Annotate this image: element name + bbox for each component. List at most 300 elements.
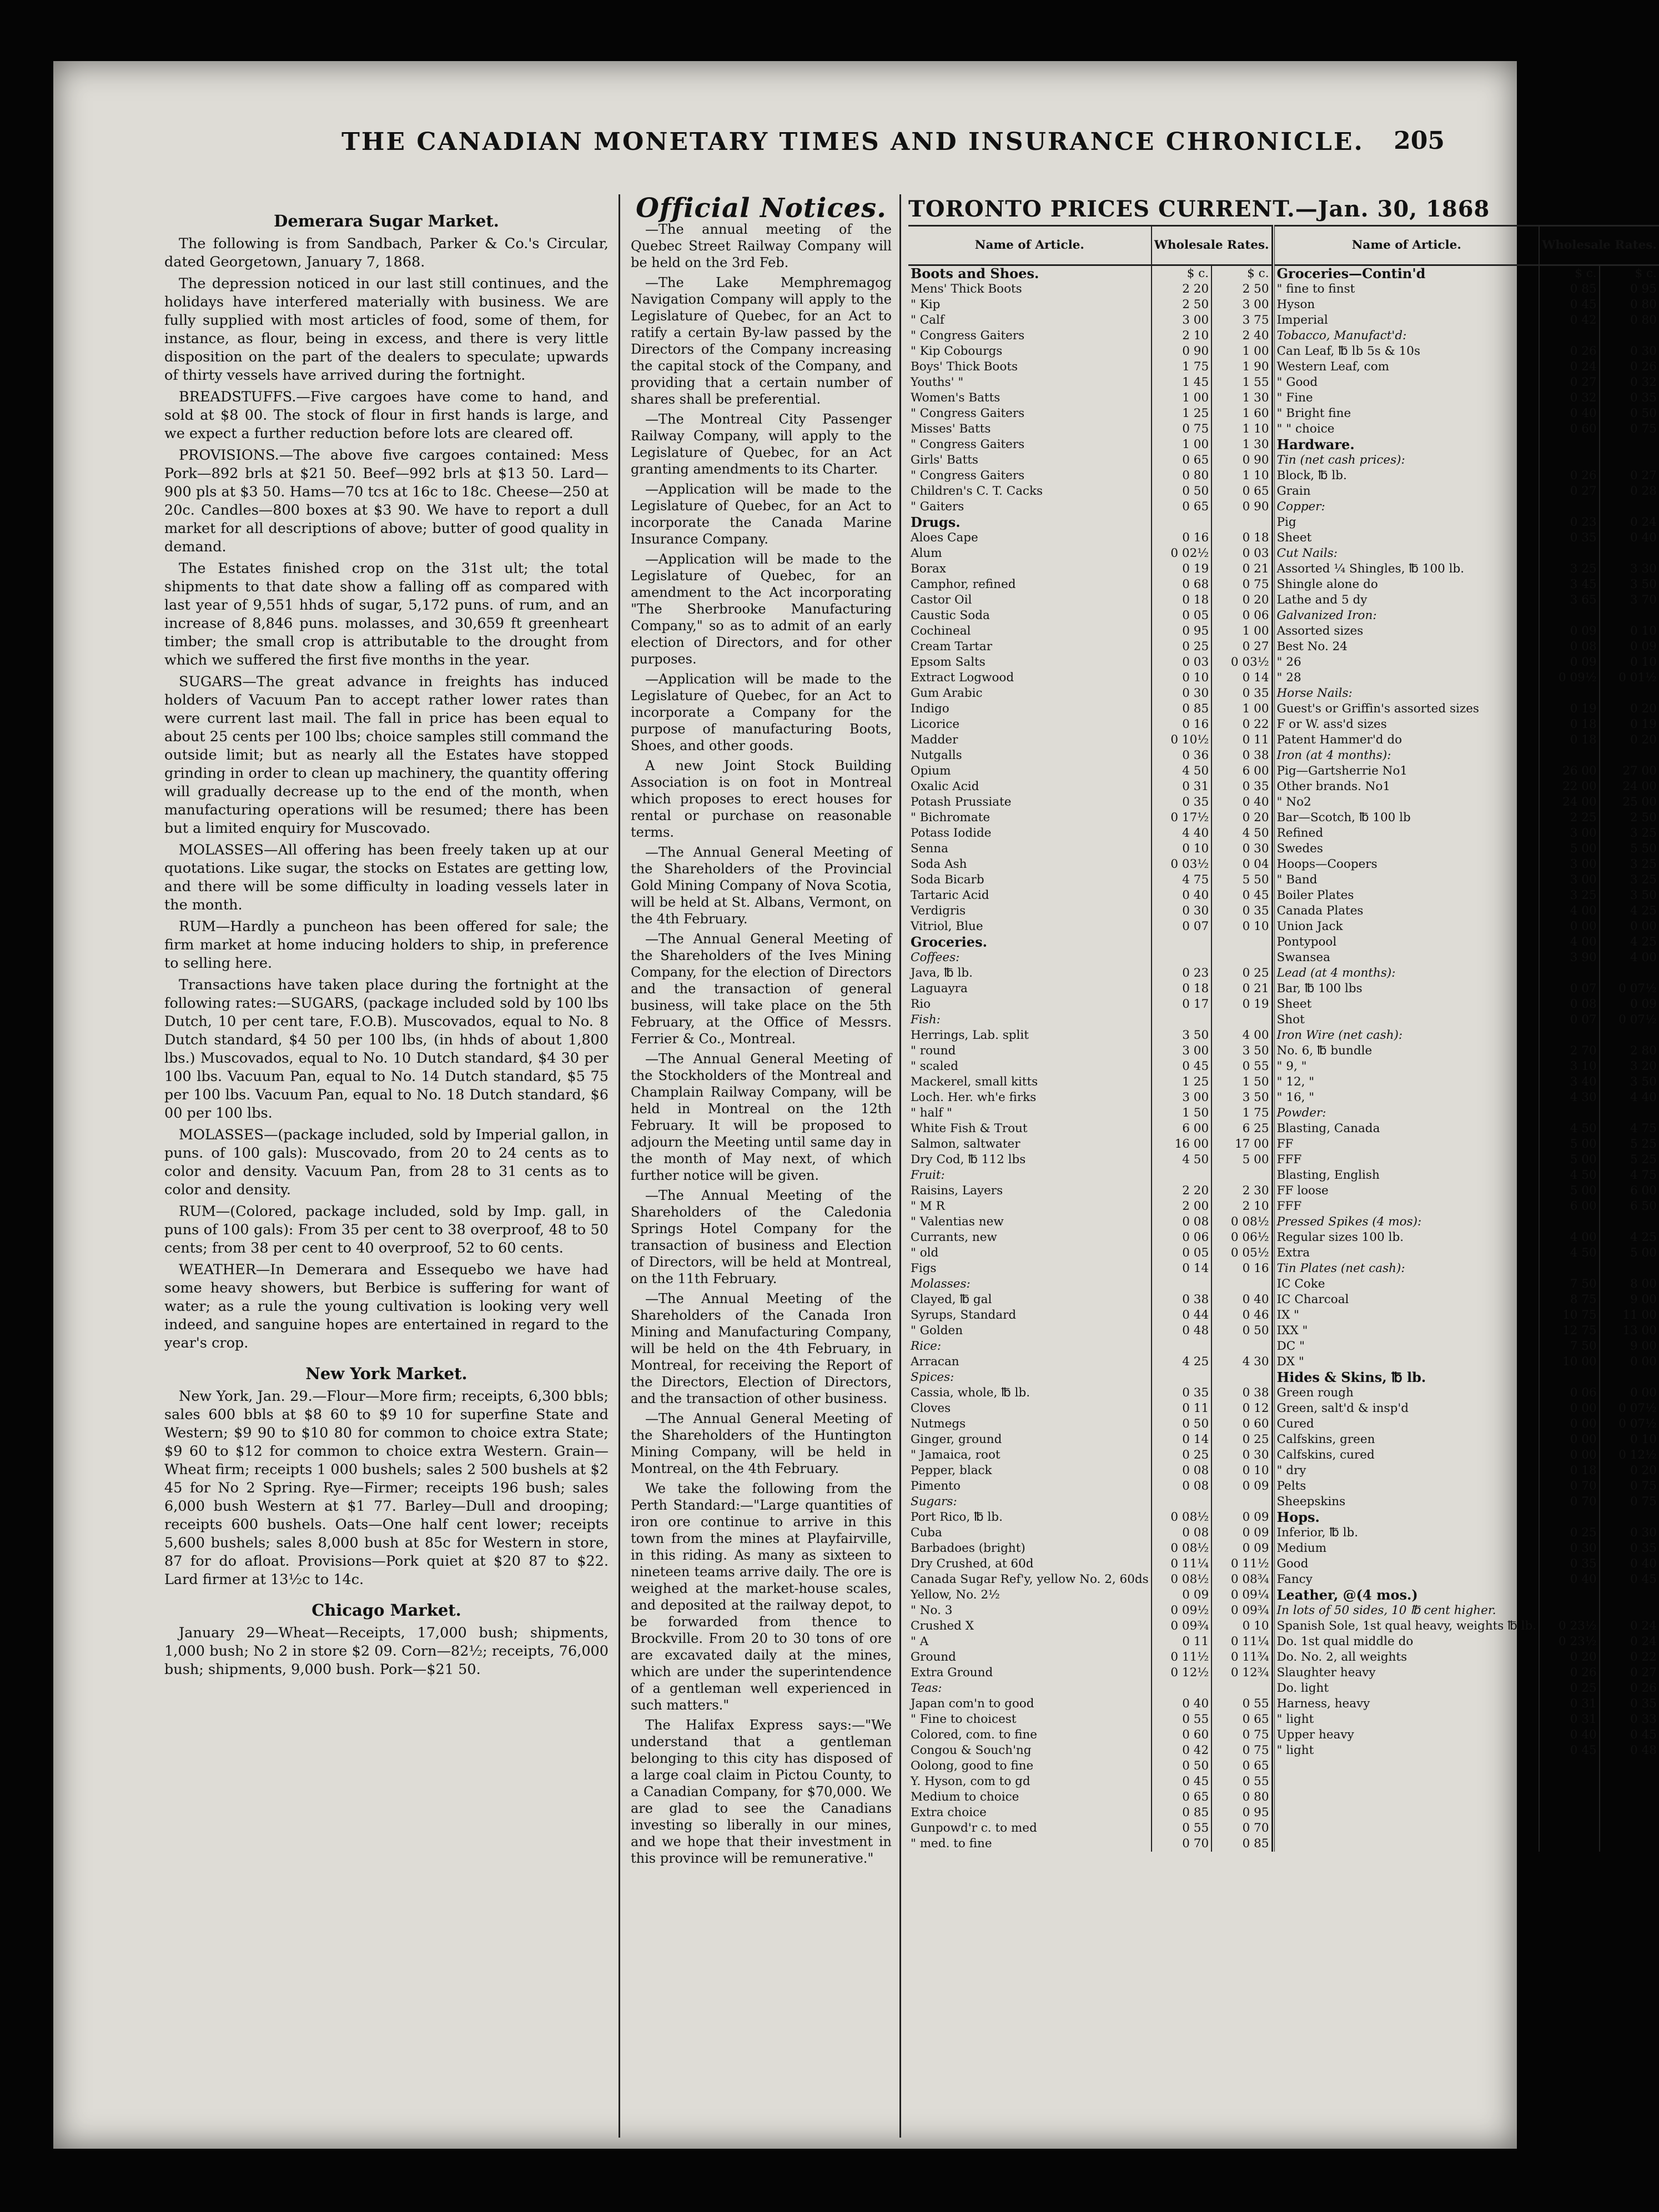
price-low: 2 00 bbox=[1152, 1199, 1211, 1214]
price-low: 0 09 bbox=[1539, 624, 1600, 639]
price-article: " round bbox=[908, 1043, 1152, 1059]
price-row bbox=[908, 1012, 1659, 1028]
price-article: " 28 bbox=[1274, 670, 1540, 686]
price-low: 3 40 bbox=[1539, 1074, 1600, 1090]
price-low: 0 07 bbox=[1152, 919, 1211, 934]
price-low: 0 75 bbox=[1152, 421, 1211, 437]
price-row bbox=[908, 1043, 1659, 1059]
price-low bbox=[1152, 1681, 1211, 1696]
price-low: 5 00 bbox=[1539, 1183, 1600, 1199]
price-low bbox=[1539, 686, 1600, 701]
price-high bbox=[1211, 515, 1271, 530]
price-row bbox=[908, 1821, 1659, 1836]
price-high: 0 80 bbox=[1630, 298, 1657, 311]
price-high: 0 27 bbox=[1630, 1666, 1657, 1680]
price-low: 0 08 bbox=[1152, 1525, 1211, 1541]
notices-title: Official Notices. bbox=[636, 193, 887, 224]
official-notices-column bbox=[631, 193, 892, 1870]
price-high bbox=[1600, 453, 1659, 468]
price-low: 0 68 bbox=[1152, 577, 1211, 592]
price-low: 0 85 bbox=[1152, 1805, 1211, 1821]
price-empty bbox=[1274, 1774, 1540, 1789]
price-article: FFF bbox=[1274, 1199, 1540, 1214]
price-article: Slaughter heavy bbox=[1274, 1665, 1540, 1681]
price-low: 2 50 bbox=[1152, 297, 1211, 313]
price-high bbox=[1211, 1681, 1271, 1696]
price-row bbox=[908, 453, 1659, 468]
price-low: 0 23½ bbox=[1539, 1634, 1600, 1650]
price-high: 4 25 bbox=[1630, 935, 1657, 949]
price-high: 0 90 bbox=[1211, 453, 1271, 468]
price-high: 5 50 bbox=[1211, 872, 1271, 888]
price-row bbox=[908, 281, 1659, 297]
price-high bbox=[1600, 1587, 1659, 1603]
price-high: 0 07½ bbox=[1618, 982, 1657, 996]
price-article: Imperial bbox=[1274, 313, 1540, 328]
price-high: 1 10 bbox=[1211, 421, 1271, 437]
price-low: 1 50 bbox=[1152, 1105, 1211, 1121]
price-high: 0 20 bbox=[1630, 733, 1657, 747]
price-high: 1 60 bbox=[1211, 406, 1271, 421]
price-high: 0 05½ bbox=[1211, 1245, 1271, 1261]
price-article: " old bbox=[908, 1245, 1152, 1261]
price-high: 0 06½ bbox=[1211, 1230, 1271, 1245]
price-low bbox=[1152, 934, 1211, 950]
demerara-paragraph: The depression noticed in our last still continues, and the holidays have interfered materially with business. We are fully supplied with most articles of food, some of them, for instance, as flour, being in excess, and there is very little disposition on the part of the dealers to speculate; upwards of thirty vessels have arrived during the fortnight. bbox=[164, 275, 609, 384]
price-high bbox=[1600, 1603, 1659, 1618]
price-high: $ c. bbox=[1211, 265, 1271, 282]
price-high: 0 55 bbox=[1211, 1774, 1271, 1789]
price-row bbox=[908, 1230, 1659, 1245]
price-article: Oolong, good to fine bbox=[908, 1758, 1152, 1774]
price-category: Hops. bbox=[1274, 1510, 1540, 1525]
price-low: 3 45 bbox=[1539, 577, 1600, 592]
price-article: " " choice bbox=[1274, 421, 1540, 437]
price-article: FF loose bbox=[1274, 1183, 1540, 1199]
price-article: White Fish & Trout bbox=[908, 1121, 1152, 1137]
price-high: 0 09 bbox=[1211, 1510, 1271, 1525]
price-row bbox=[908, 1758, 1659, 1774]
prices-current-column bbox=[908, 196, 1657, 1852]
price-high: 5 25 bbox=[1630, 1153, 1657, 1167]
price-row bbox=[908, 919, 1659, 934]
price-high: 3 50 bbox=[1211, 1043, 1271, 1059]
price-high: 2 40 bbox=[1211, 328, 1271, 344]
price-low: 0 02½ bbox=[1152, 546, 1211, 561]
price-low: 0 45 bbox=[1539, 1743, 1600, 1758]
price-low bbox=[1539, 437, 1600, 453]
price-high: 1 00 bbox=[1211, 701, 1271, 717]
price-row bbox=[908, 1494, 1659, 1510]
price-low: 0 27 bbox=[1539, 375, 1600, 390]
price-low: 4 00 bbox=[1539, 934, 1600, 950]
price-low: 0 08½ bbox=[1152, 1572, 1211, 1587]
price-article: Laguayra bbox=[908, 981, 1152, 997]
price-high: 0 21 bbox=[1211, 981, 1271, 997]
price-row bbox=[908, 670, 1659, 686]
price-article: Swansea bbox=[1274, 950, 1540, 966]
price-category: Groceries—Contin'd bbox=[1274, 265, 1540, 282]
price-article: Ground bbox=[908, 1650, 1152, 1665]
price-high: 0 30 bbox=[1211, 1447, 1271, 1463]
price-article: " Kip bbox=[908, 297, 1152, 313]
price-row bbox=[908, 624, 1659, 639]
price-high: 0 18 bbox=[1211, 530, 1271, 546]
price-empty bbox=[1539, 1805, 1600, 1821]
price-row bbox=[908, 763, 1659, 779]
price-low: 0 18 bbox=[1152, 981, 1211, 997]
price-row bbox=[908, 1712, 1659, 1727]
price-low: 0 08 bbox=[1539, 639, 1600, 655]
price-high bbox=[1600, 1370, 1659, 1385]
price-low: 0 20 bbox=[1539, 1650, 1600, 1665]
price-high: 1 00 bbox=[1211, 344, 1271, 359]
notice-item: —The Montreal City Passenger Railway Company, will apply to the Legislature of Quebec, for an Act granting amendments to its Charter. bbox=[631, 411, 892, 477]
price-high bbox=[1211, 1168, 1271, 1183]
price-low: 4 50 bbox=[1539, 1121, 1600, 1137]
price-low: 3 00 bbox=[1152, 313, 1211, 328]
price-low: 10 00 bbox=[1539, 1354, 1600, 1370]
price-high: 0 80 bbox=[1630, 313, 1657, 327]
price-high: 2 50 bbox=[1630, 811, 1657, 825]
price-row bbox=[908, 1665, 1659, 1681]
price-article: Good bbox=[1274, 1556, 1540, 1572]
price-low bbox=[1539, 1261, 1600, 1276]
price-row bbox=[908, 1510, 1659, 1525]
price-high: 0 00 bbox=[1630, 919, 1657, 933]
price-high: 1 10 bbox=[1211, 468, 1271, 484]
price-low bbox=[1152, 1370, 1211, 1385]
price-high: 4 75 bbox=[1630, 1122, 1657, 1135]
price-article: " light bbox=[1274, 1712, 1540, 1727]
price-low: 0 65 bbox=[1152, 1789, 1211, 1805]
price-article: " Good bbox=[1274, 375, 1540, 390]
price-subcategory: Iron Wire (net cash): bbox=[1274, 1028, 1540, 1043]
price-article: Extra bbox=[1274, 1245, 1540, 1261]
price-high: 0 55 bbox=[1211, 1696, 1271, 1712]
price-row bbox=[908, 1199, 1659, 1214]
price-high: 0 40 bbox=[1630, 531, 1657, 545]
price-high: 0 25 bbox=[1211, 1432, 1271, 1447]
price-article: Raisins, Layers bbox=[908, 1183, 1152, 1199]
price-category: Boots and Shoes. bbox=[908, 265, 1152, 282]
price-article: Ginger, ground bbox=[908, 1432, 1152, 1447]
price-high: 0 11 bbox=[1211, 732, 1271, 748]
price-article: " scaled bbox=[908, 1059, 1152, 1074]
price-low: 16 00 bbox=[1152, 1137, 1211, 1152]
price-article: Caustic Soda bbox=[908, 608, 1152, 624]
price-article: Cream Tartar bbox=[908, 639, 1152, 655]
price-article: Camphor, refined bbox=[908, 577, 1152, 592]
price-low: 0 42 bbox=[1152, 1743, 1211, 1758]
price-low: 1 25 bbox=[1152, 406, 1211, 421]
price-row bbox=[908, 1587, 1659, 1603]
price-article: Pig bbox=[1274, 515, 1540, 530]
price-high: 0 25 bbox=[1211, 966, 1271, 981]
price-row bbox=[908, 966, 1659, 981]
price-article: DC " bbox=[1274, 1339, 1540, 1354]
price-low: 0 03 bbox=[1152, 655, 1211, 670]
price-row bbox=[908, 344, 1659, 359]
price-category: Hardware. bbox=[1274, 437, 1540, 453]
price-article: " half " bbox=[908, 1105, 1152, 1121]
price-subcategory: In lots of 50 sides, 10 ℔ cent higher. bbox=[1274, 1603, 1540, 1618]
price-high: 2 80 bbox=[1630, 1044, 1657, 1058]
price-article: " No. 3 bbox=[908, 1603, 1152, 1618]
price-row bbox=[908, 390, 1659, 406]
price-high bbox=[1211, 950, 1271, 966]
price-low: 0 70 bbox=[1539, 1479, 1600, 1494]
price-row bbox=[908, 1836, 1659, 1852]
price-row bbox=[908, 717, 1659, 732]
price-article: IC Coke bbox=[1274, 1276, 1540, 1292]
price-high: 0 38 bbox=[1211, 1385, 1271, 1401]
notices-body bbox=[631, 221, 892, 1867]
price-article: Potash Prussiate bbox=[908, 795, 1152, 810]
price-high bbox=[1600, 1028, 1659, 1043]
price-high: 1 30 bbox=[1211, 437, 1271, 453]
price-high: 0 10 bbox=[1630, 624, 1657, 638]
price-row bbox=[908, 1805, 1659, 1821]
price-row bbox=[908, 1432, 1659, 1447]
price-high: 0 30 bbox=[1211, 841, 1271, 857]
price-low: 1 75 bbox=[1152, 359, 1211, 375]
price-row bbox=[908, 515, 1659, 530]
price-row bbox=[908, 1214, 1659, 1230]
price-row bbox=[908, 328, 1659, 344]
price-high: 3 00 bbox=[1211, 297, 1271, 313]
price-low: 4 25 bbox=[1152, 1354, 1211, 1370]
price-high bbox=[1600, 966, 1659, 981]
price-category: Groceries. bbox=[908, 934, 1152, 950]
price-row bbox=[908, 1447, 1659, 1463]
price-low: 0 65 bbox=[1152, 499, 1211, 515]
price-high: 0 03½ bbox=[1211, 655, 1271, 670]
price-low: 3 65 bbox=[1539, 592, 1600, 608]
price-low: 0 23½ bbox=[1539, 1618, 1600, 1634]
price-high: 0 26 bbox=[1630, 360, 1657, 374]
price-low: 0 40 bbox=[1539, 406, 1600, 421]
price-high bbox=[1211, 1339, 1271, 1354]
price-row bbox=[908, 499, 1659, 515]
price-article: Cassia, whole, ℔ lb. bbox=[908, 1385, 1152, 1401]
price-article: Guest's or Griffin's assorted sizes bbox=[1274, 701, 1540, 717]
price-low: 0 31 bbox=[1539, 1712, 1600, 1727]
price-low: 0 18 bbox=[1539, 732, 1600, 748]
price-article: FFF bbox=[1274, 1152, 1540, 1168]
price-high: 0 35 bbox=[1211, 686, 1271, 701]
price-row bbox=[908, 872, 1659, 888]
price-low: $ c. bbox=[1152, 265, 1211, 282]
price-row bbox=[908, 857, 1659, 872]
price-high: 0 45 bbox=[1211, 888, 1271, 903]
price-high: 24 00 bbox=[1622, 780, 1657, 793]
price-high: 0 45 bbox=[1630, 1572, 1657, 1586]
price-high: 0 65 bbox=[1211, 484, 1271, 499]
price-low: 2 20 bbox=[1152, 1183, 1211, 1199]
price-article: " Fine bbox=[1274, 390, 1540, 406]
price-row bbox=[908, 1603, 1659, 1618]
price-high: 0 48 bbox=[1630, 1743, 1657, 1757]
price-high: 2 50 bbox=[1211, 281, 1271, 297]
price-low: 0 80 bbox=[1152, 468, 1211, 484]
price-article: Boiler Plates bbox=[1274, 888, 1540, 903]
price-low: 0 00 bbox=[1539, 1432, 1600, 1447]
price-high: 6 00 bbox=[1630, 1184, 1657, 1198]
price-low: 0 11 bbox=[1152, 1634, 1211, 1650]
price-row bbox=[908, 1323, 1659, 1339]
price-high: 0 75 bbox=[1630, 422, 1657, 436]
price-article: Borax bbox=[908, 561, 1152, 577]
price-article: IC Charcoal bbox=[1274, 1292, 1540, 1308]
price-low: 0 23 bbox=[1539, 515, 1600, 530]
price-high: 0 20 bbox=[1211, 810, 1271, 826]
price-high: 9 00 bbox=[1630, 1339, 1657, 1353]
price-low: 0 60 bbox=[1539, 421, 1600, 437]
price-row bbox=[908, 437, 1659, 453]
price-article: Calfskins, green bbox=[1274, 1432, 1540, 1447]
price-row bbox=[908, 795, 1659, 810]
price-low: 0 45 bbox=[1152, 1774, 1211, 1789]
price-row bbox=[908, 1090, 1659, 1105]
page-header: THE CANADIAN MONETARY TIMES AND INSURANCE CHRONICLE. bbox=[341, 128, 1364, 156]
price-low: 0 90 bbox=[1152, 344, 1211, 359]
price-high: 0 09 bbox=[1630, 640, 1657, 653]
price-article: " Bichromate bbox=[908, 810, 1152, 826]
price-low: 0 40 bbox=[1152, 1696, 1211, 1712]
newspaper-page bbox=[53, 61, 1657, 2149]
price-low: 2 25 bbox=[1539, 810, 1600, 826]
price-article: Loch. Her. wh'e firks bbox=[908, 1090, 1152, 1105]
price-low: 0 08 bbox=[1152, 1463, 1211, 1479]
price-low: 0 35 bbox=[1539, 1556, 1600, 1572]
price-article: Calfskins, cured bbox=[1274, 1447, 1540, 1463]
price-article: Pimento bbox=[908, 1479, 1152, 1494]
price-low: 0 07 bbox=[1539, 981, 1600, 997]
price-low: 0 26 bbox=[1539, 344, 1600, 359]
price-article: Bar—Scotch, ℔ 100 lb bbox=[1274, 810, 1540, 826]
notice-item: —Application will be made to the Legislature of Quebec, for an amendment to the Act incorporating "The Sherbrooke Manufacturing Company," so as to admit of an early election of Directors, and for other purposes. bbox=[631, 551, 892, 667]
price-low: 0 40 bbox=[1539, 1572, 1600, 1587]
price-low: 7 50 bbox=[1539, 1276, 1600, 1292]
price-high: 0 60 bbox=[1211, 1416, 1271, 1432]
price-high: 2 30 bbox=[1211, 1183, 1271, 1199]
price-article: " Congress Gaiters bbox=[908, 437, 1152, 453]
price-low: 0 31 bbox=[1539, 1696, 1600, 1712]
price-high: 0 04 bbox=[1211, 857, 1271, 872]
price-high: $ c. bbox=[1635, 267, 1657, 280]
market-reports-column bbox=[164, 200, 609, 1682]
price-high bbox=[1600, 608, 1659, 624]
price-row bbox=[908, 1183, 1659, 1199]
price-row bbox=[908, 903, 1659, 919]
price-article: " 16, " bbox=[1274, 1090, 1540, 1105]
price-subcategory: Powder: bbox=[1274, 1105, 1540, 1121]
price-row bbox=[908, 1245, 1659, 1261]
price-low: 0 08 bbox=[1152, 1214, 1211, 1230]
price-row bbox=[908, 1370, 1659, 1385]
price-empty bbox=[1539, 1836, 1600, 1852]
price-category: Drugs. bbox=[908, 515, 1152, 530]
price-article: Epsom Salts bbox=[908, 655, 1152, 670]
price-article: Harness, heavy bbox=[1274, 1696, 1540, 1712]
price-high: 0 09 bbox=[1630, 997, 1657, 1011]
price-low bbox=[1539, 328, 1600, 344]
price-high bbox=[1600, 328, 1659, 344]
price-row bbox=[908, 826, 1659, 841]
price-high: 0 27 bbox=[1630, 469, 1657, 482]
price-low: 7 50 bbox=[1539, 1339, 1600, 1354]
chicago-title: Chicago Market. bbox=[311, 1601, 461, 1620]
price-high: 0 19 bbox=[1211, 997, 1271, 1012]
price-article: Herrings, Lab. split bbox=[908, 1028, 1152, 1043]
price-low bbox=[1152, 950, 1211, 966]
price-high: 6 00 bbox=[1211, 763, 1271, 779]
price-high: 3 50 bbox=[1630, 888, 1657, 902]
price-row bbox=[908, 1339, 1659, 1354]
price-high: 0 26 bbox=[1630, 1681, 1657, 1695]
price-article: " Calf bbox=[908, 313, 1152, 328]
price-high: 0 65 bbox=[1211, 1712, 1271, 1727]
price-high: 0 08½ bbox=[1211, 1214, 1271, 1230]
price-row bbox=[908, 530, 1659, 546]
price-high bbox=[1211, 1276, 1271, 1292]
column-rule bbox=[899, 194, 901, 2138]
price-article: Castor Oil bbox=[908, 592, 1152, 608]
price-article: " A bbox=[908, 1634, 1152, 1650]
price-article: Grain bbox=[1274, 484, 1540, 499]
price-high bbox=[1600, 499, 1659, 515]
price-row bbox=[908, 1556, 1659, 1572]
price-high: 0 75 bbox=[1630, 1479, 1657, 1493]
price-low: 0 70 bbox=[1539, 1494, 1600, 1510]
price-article: Dry Crushed, at 60d bbox=[908, 1556, 1152, 1572]
price-low: 6 00 bbox=[1152, 1121, 1211, 1137]
price-article: Figs bbox=[908, 1261, 1152, 1276]
price-low: 5 00 bbox=[1539, 1137, 1600, 1152]
prices-body bbox=[908, 265, 1659, 1852]
price-high: 0 24 bbox=[1630, 515, 1657, 529]
price-high: 0 30 bbox=[1630, 1526, 1657, 1540]
price-low: 4 00 bbox=[1539, 903, 1600, 919]
demerara-paragraph: The following is from Sandbach, Parker & Co.'s Circular, dated Georgetown, January 7, 1868. bbox=[164, 235, 609, 270]
price-low: 0 09½ bbox=[1152, 1603, 1211, 1618]
price-high: 4 50 bbox=[1211, 826, 1271, 841]
price-high: 0 19 bbox=[1630, 717, 1657, 731]
price-low: 0 40 bbox=[1539, 1727, 1600, 1743]
price-empty bbox=[1600, 1836, 1659, 1852]
price-high: 0 10 bbox=[1211, 1618, 1271, 1634]
price-row bbox=[908, 1074, 1659, 1090]
price-article: Mens' Thick Boots bbox=[908, 281, 1152, 297]
price-low: 0 55 bbox=[1152, 1821, 1211, 1836]
price-low: 4 50 bbox=[1152, 763, 1211, 779]
price-article: Sheet bbox=[1274, 997, 1540, 1012]
price-low: $ c. bbox=[1539, 265, 1600, 282]
price-article: Assorted ¼ Shingles, ℔ 100 lb. bbox=[1274, 561, 1540, 577]
price-row bbox=[908, 1743, 1659, 1758]
price-high: 0 40 bbox=[1630, 1557, 1657, 1571]
price-low: 4 75 bbox=[1152, 872, 1211, 888]
price-low bbox=[1539, 966, 1600, 981]
price-article: " 26 bbox=[1274, 655, 1540, 670]
price-high: 8 00 bbox=[1630, 1277, 1657, 1291]
price-low: 0 11¼ bbox=[1152, 1556, 1211, 1572]
price-article: " Kip Cobourgs bbox=[908, 344, 1152, 359]
price-article: Cuba bbox=[908, 1525, 1152, 1541]
price-article: Boys' Thick Boots bbox=[908, 359, 1152, 375]
price-high bbox=[1600, 1214, 1659, 1230]
